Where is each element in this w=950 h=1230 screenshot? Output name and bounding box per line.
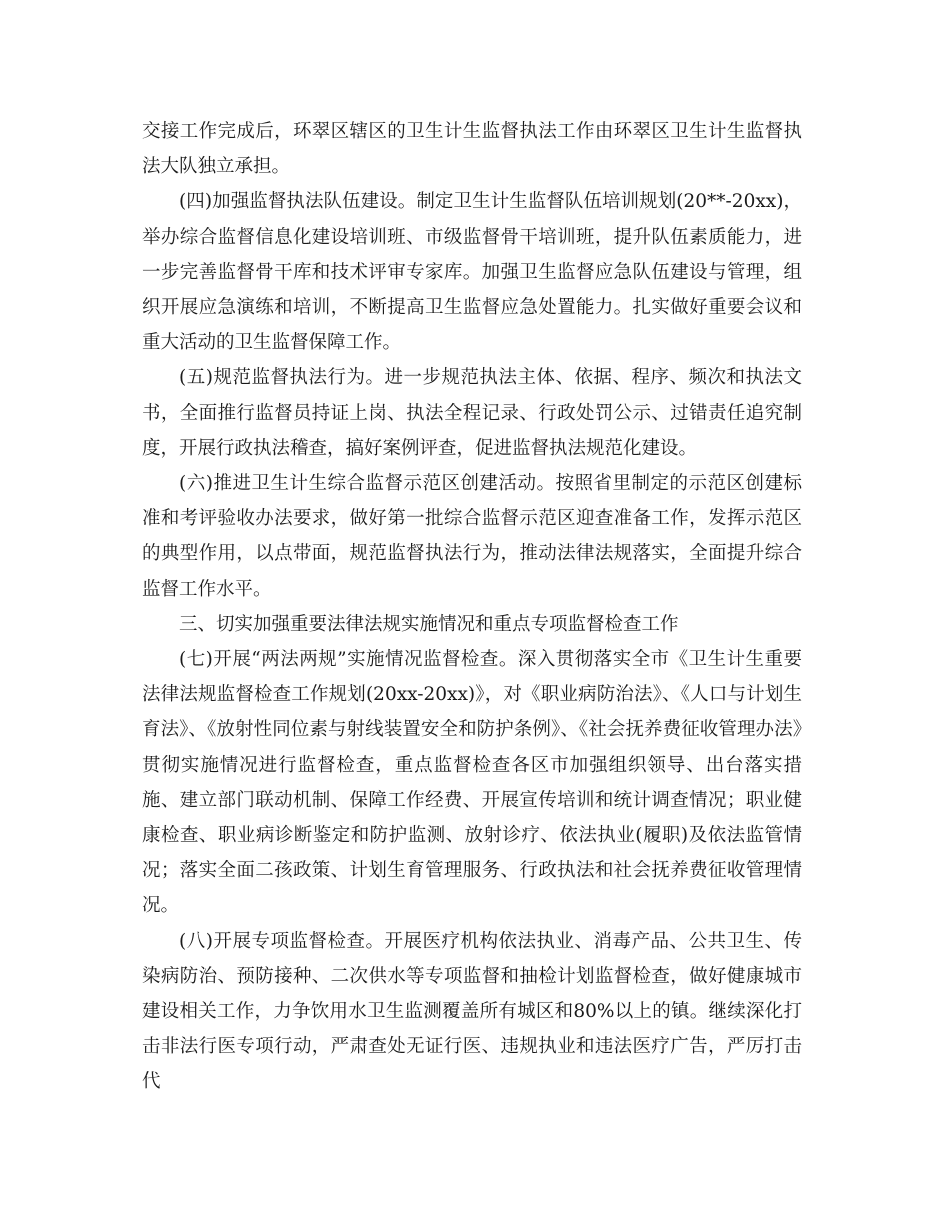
document-body (142, 114, 802, 1100)
paragraph-standardize-enforcement: (五)规范监督执法行为。进一步规范执法主体、依据、程序、频次和执法文书，全面推行监督员持证上岗、执法全程记录、行政处罚公示、过错责任追究制度，开展行政执法稽查，搞好案例评查，促进监督执法规范化建设。 (142, 367, 802, 459)
paragraph-special-inspection: (八)开展专项监督检查。开展医疗机构依法执业、消毒产品、公共卫生、传染病防治、预防接种、二次供水等专项监督和抽检计划监督检查，做好健康城市建设相关工作，力争饮用水卫生监测覆盖所有城区和80%以上的镇。继续深化打击非法行医专项行动，严肃查处无证行医、违规执业和违法医疗广告，严厉打击代 (142, 930, 802, 1093)
section-heading-three: 三、切实加强重要法律法规实施情况和重点专项监督检查工作 (179, 613, 679, 635)
paragraph-demonstration-zone: (六)推进卫生计生综合监督示范区创建活动。按照省里制定的示范区创建标准和考评验收办法要求，做好第一批综合监督示范区迎查准备工作，发挥示范区的典型作用，以点带面，规范监督执法行为，推动法律法规落实，全面提升综合监督工作水平。 (142, 473, 802, 600)
paragraph-continued-handover: 交接工作完成后，环翠区辖区的卫生计生监督执法工作由环翠区卫生计生监督执法大队独立承担。 (142, 121, 802, 178)
paragraph-team-building: (四)加强监督执法队伍建设。制定卫生计生监督队伍培训规划(20**-20xx)，举办综合监督信息化建设培训班、市级监督骨干培训班，提升队伍素质能力，进一步完善监督骨干库和技术评审专家库。加强卫生监督应急队伍建设与管理，组织开展应急演练和培训，不断提高卫生监督应急处置能力。扎实做好重要会议和重大活动的卫生监督保障工作。 (142, 191, 802, 354)
paragraph-two-laws-two-regulations: (七)开展“两法两规”实施情况监督检查。深入贯彻落实全市《卫生计生重要法律法规监督检查工作规划(20xx-20xx)》，对《职业病防治法》、《人口与计划生育法》、《放射性同位素与射线装置安全和防护条例》、《社会抚养费征收管理办法》贯彻实施情况进行监督检查，重点监督检查各区市加强组织领导、出台落实措施、建立部门联动机制、保障工作经费、开展宣传培训和统计调查情况；职业健康检查、职业病诊断鉴定和防护监测、放射诊疗、依法执业(履职)及依法监管情况；落实全面二孩政策、计划生育管理服务、行政执法和社会抚养费征收管理情况。 (142, 649, 802, 917)
